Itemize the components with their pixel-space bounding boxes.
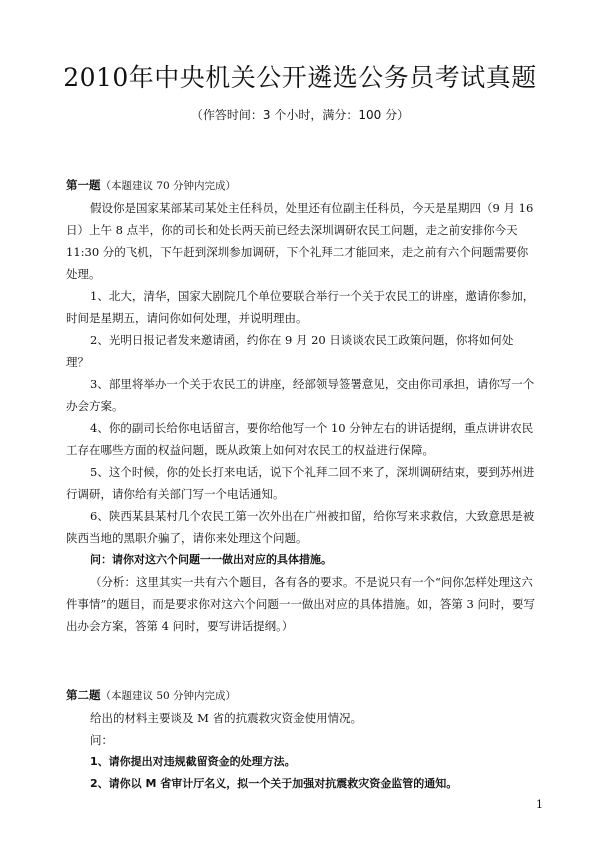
section-2-intro: 给出的材料主要谈及 M 省的抗震救灾资金使用情况。	[90, 711, 363, 725]
section-2	[66, 684, 536, 795]
section-2-note: （本题建议 50 分钟内完成）	[100, 690, 237, 702]
section-1-title: 第一题	[66, 178, 101, 192]
section-1-item-2: 2、光明日报记者发来邀请函，约你在 9 月 20 日谈谈农民工政策问题，你将如何处理？	[66, 333, 514, 369]
page-number: 1	[536, 798, 543, 811]
section-1-item-3: 3、部里将举办一个关于农民工的讲座，经部领导签署意见，交由你司承担，请你写一个办会方案。	[66, 377, 535, 413]
section-1	[66, 174, 536, 637]
section-1-item-4: 4、你的副司长给你电话留言，要你给他写一个 10 分钟左右的讲话提纲，重点讲讲农民工存在哪些方面的权益问题，既从政策上如何对农民工的权益进行保障。	[66, 421, 534, 457]
section-1-item-5: 5、这个时候，你的处长打来电话，说下个礼拜二回不来了，深圳调研结束，要到苏州进行调研，请你给有关部门写一个电话通知。	[66, 465, 535, 501]
section-2-item-2: 2、请你以 M 省审计厅名义，拟一个关于加强对抗震救灾资金监管的通知。	[90, 777, 458, 790]
section-1-intro: 假设你是国家某部某司某处主任科员，处里还有位副主任科员，今天是星期四（9 月 16 日）上午 8 点半，你的司长和处长两天前已经去深圳调研农民工问题，走之前安排你今天 11:30 分的飞机，下午赶到深圳参加调研，下个礼拜二才能回来，走之前有六个问题需要你处理。	[66, 201, 534, 281]
section-1-item-1: 1、北大，清华，国家大剧院几个单位要联合举行一个关于农民工的讲座，邀请你参加，时间是星期五，请问你如何处理，并说明理由。	[66, 289, 535, 325]
section-2-heading	[66, 684, 536, 707]
section-1-analysis: （分析：这里其实一共有六个题目，各有各的要求。不是说只有一个“问你怎样处理这六件事情”的题目，而是要求你对这六个问题一一做出对应的具体措施。如，答第 3 问时，要写出办会方案，答第 4 问时，要写讲话提纲。）	[66, 575, 536, 633]
section-1-question: 问：请你对这六个问题一一做出对应的具体措施。	[90, 553, 332, 566]
section-2-title: 第二题	[66, 688, 101, 702]
section-1-heading	[66, 174, 536, 197]
page-title: 2010年中央机关公开遴选公务员考试真题	[63, 63, 537, 92]
exam-time-note: （作答时间：3 个小时，满分：100 分）	[190, 108, 410, 122]
section-2-ask: 问：	[90, 733, 113, 747]
section-2-item-1: 1、请你提出对违规截留资金的处理方法。	[90, 755, 296, 768]
section-1-item-6: 6、陕西某县某村几个农民工第一次外出在广州被扣留，给你写来求救信，大致意思是被陕西当地的黑职介骗了，请你来处理这个问题。	[66, 509, 535, 545]
section-1-note: （本题建议 70 分钟内完成）	[100, 180, 237, 192]
